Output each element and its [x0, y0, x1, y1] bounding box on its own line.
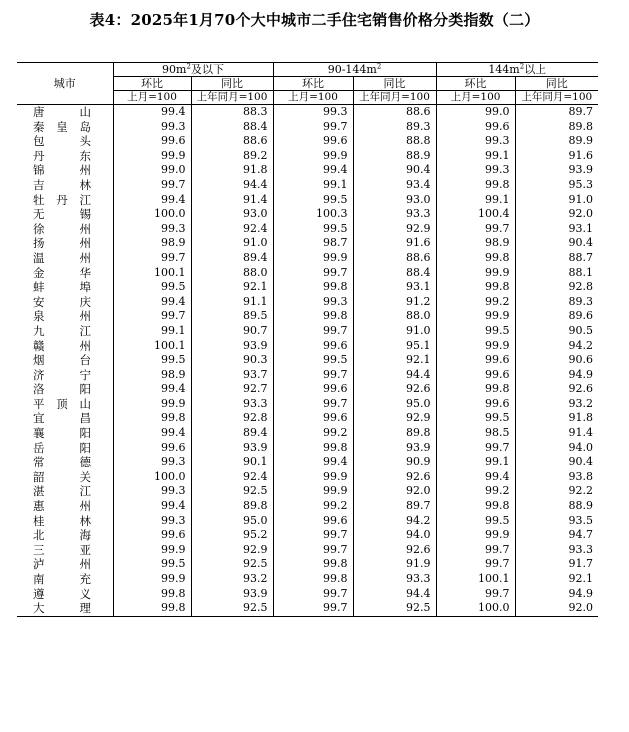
value-cell: 99.2 — [273, 499, 353, 514]
table-row — [17, 499, 598, 514]
value-cell: 93.0 — [191, 207, 273, 222]
value-cell: 93.7 — [191, 368, 273, 383]
value-cell: 99.8 — [273, 557, 353, 572]
value-cell: 92.0 — [568, 207, 594, 221]
value-cell: 93.8 — [568, 469, 594, 483]
value-cell: 99.1 — [436, 149, 515, 164]
value-cell: 99.8 — [273, 572, 353, 587]
value-cell: 99.6 — [113, 134, 191, 149]
value-cell: 99.7 — [273, 528, 353, 543]
value-cell: 95.3 — [568, 177, 594, 191]
yoy-header: 同比 — [353, 77, 436, 91]
value-cell: 99.9 — [436, 339, 515, 354]
value-cell: 99.5 — [113, 353, 191, 368]
value-cell: 99.1 — [436, 455, 515, 470]
city-cell: 安庆 — [17, 295, 113, 310]
value-cell: 92.1 — [353, 353, 436, 368]
value-cell: 99.7 — [113, 178, 191, 193]
value-cell: 89.2 — [191, 149, 273, 164]
value-cell: 99.3 — [113, 484, 191, 499]
value-cell: 99.5 — [436, 324, 515, 339]
value-cell: 91.1 — [191, 295, 273, 310]
city-cell: 济宁 — [17, 368, 113, 383]
value-cell: 99.9 — [273, 470, 353, 485]
value-cell: 91.2 — [353, 295, 436, 310]
value-cell: 99.8 — [273, 441, 353, 456]
city-cell: 赣州 — [17, 339, 113, 354]
value-cell: 88.6 — [191, 134, 273, 149]
mom-header: 环比 — [436, 77, 515, 91]
value-cell: 92.4 — [191, 222, 273, 237]
table-row — [17, 353, 598, 368]
city-cell: 蚌埠 — [17, 280, 113, 295]
value-cell: 92.9 — [353, 411, 436, 426]
city-cell: 九江 — [17, 324, 113, 339]
value-cell: 99.7 — [273, 324, 353, 339]
value-cell: 99.6 — [273, 382, 353, 397]
value-cell: 99.4 — [436, 470, 515, 485]
value-cell: 99.4 — [113, 426, 191, 441]
city-cell: 襄阳 — [17, 426, 113, 441]
mom-base-header: 上月=100 — [273, 91, 353, 105]
city-cell: 包头 — [17, 134, 113, 149]
value-cell: 93.3 — [191, 397, 273, 412]
mom-header: 环比 — [273, 77, 353, 91]
table-row — [17, 178, 598, 193]
value-cell: 99.8 — [273, 309, 353, 324]
value-cell: 99.8 — [436, 280, 515, 295]
value-cell: 99.7 — [113, 309, 191, 324]
value-cell: 93.0 — [353, 193, 436, 208]
value-cell: 88.9 — [568, 499, 594, 513]
value-cell: 88.8 — [353, 134, 436, 149]
value-cell: 99.3 — [273, 295, 353, 310]
table-row — [17, 368, 598, 383]
value-cell: 98.7 — [273, 236, 353, 251]
table-row — [17, 266, 598, 281]
value-cell: 98.9 — [436, 236, 515, 251]
table-row — [17, 120, 598, 135]
value-cell: 99.1 — [273, 178, 353, 193]
city-cell: 洛阳 — [17, 382, 113, 397]
value-cell: 89.8 — [191, 499, 273, 514]
value-cell: 99.5 — [113, 280, 191, 295]
value-cell: 95.0 — [353, 397, 436, 412]
city-cell: 惠州 — [17, 499, 113, 514]
value-cell: 88.9 — [353, 149, 436, 164]
value-cell: 88.6 — [353, 105, 436, 120]
table-row — [17, 528, 598, 543]
value-cell: 93.1 — [568, 221, 594, 235]
city-cell: 宜昌 — [17, 411, 113, 426]
group-header-small: $90m^2$及以下 — [113, 63, 273, 77]
value-cell: 99.6 — [273, 339, 353, 354]
value-cell: 99.4 — [273, 455, 353, 470]
table-row — [17, 470, 598, 485]
value-cell: 89.8 — [353, 426, 436, 441]
value-cell: 90.7 — [191, 324, 273, 339]
value-cell: 89.6 — [568, 309, 594, 323]
value-cell: 88.0 — [191, 266, 273, 281]
value-cell: 99.9 — [436, 309, 515, 324]
city-cell: 金华 — [17, 266, 113, 281]
value-cell: 99.6 — [436, 397, 515, 412]
value-cell: 99.6 — [436, 368, 515, 383]
value-cell: 100.3 — [273, 207, 353, 222]
value-cell: 93.3 — [353, 572, 436, 587]
value-cell: 94.9 — [568, 586, 594, 600]
value-cell: 90.5 — [568, 323, 594, 337]
table-row — [17, 207, 598, 222]
value-cell: 98.9 — [113, 368, 191, 383]
value-cell: 98.9 — [113, 236, 191, 251]
value-cell: 93.4 — [353, 178, 436, 193]
value-cell: 99.7 — [273, 266, 353, 281]
value-cell: 88.1 — [568, 265, 594, 279]
city-cell: 无锡 — [17, 207, 113, 222]
table-row — [17, 339, 598, 354]
value-cell: 99.6 — [436, 120, 515, 135]
value-cell: 92.6 — [353, 543, 436, 558]
value-cell: 99.8 — [436, 499, 515, 514]
value-cell: 99.9 — [273, 149, 353, 164]
value-cell: 93.3 — [353, 207, 436, 222]
value-cell: 99.0 — [436, 105, 515, 120]
value-cell: 99.9 — [113, 149, 191, 164]
value-cell: 94.2 — [353, 514, 436, 529]
value-cell: 100.0 — [113, 470, 191, 485]
value-cell: 99.7 — [436, 557, 515, 572]
table-row — [17, 236, 598, 251]
table-row — [17, 397, 598, 412]
value-cell: 93.9 — [353, 441, 436, 456]
value-cell: 94.4 — [353, 587, 436, 602]
value-cell: 99.7 — [273, 587, 353, 602]
value-cell: 99.4 — [113, 382, 191, 397]
table-row — [17, 426, 598, 441]
value-cell: 94.0 — [353, 528, 436, 543]
value-cell: 89.9 — [568, 134, 594, 148]
value-cell: 99.5 — [113, 557, 191, 572]
value-cell: 88.4 — [353, 266, 436, 281]
value-cell: 92.6 — [353, 470, 436, 485]
value-cell: 92.8 — [568, 280, 594, 294]
value-cell: 99.8 — [113, 601, 191, 616]
city-cell: 徐州 — [17, 222, 113, 237]
table-row — [17, 441, 598, 456]
value-cell: 99.7 — [273, 601, 353, 616]
value-cell: 90.1 — [191, 455, 273, 470]
table-row — [17, 163, 598, 178]
value-cell: 99.2 — [436, 295, 515, 310]
value-cell: 94.9 — [568, 367, 594, 381]
table-row — [17, 149, 598, 164]
value-cell: 92.6 — [353, 382, 436, 397]
value-cell: 99.8 — [113, 587, 191, 602]
city-cell: 岳阳 — [17, 441, 113, 456]
value-cell: 92.1 — [568, 572, 594, 585]
value-cell: 90.9 — [353, 455, 436, 470]
value-cell: 92.4 — [191, 470, 273, 485]
table-row — [17, 222, 598, 237]
value-cell: 99.4 — [113, 193, 191, 208]
value-cell: 91.8 — [568, 411, 594, 425]
value-cell: 90.3 — [191, 353, 273, 368]
value-cell: 99.8 — [436, 251, 515, 266]
table-row — [17, 514, 598, 529]
mom-header: 环比 — [113, 77, 191, 91]
value-cell: 94.4 — [353, 368, 436, 383]
value-cell: 92.9 — [353, 222, 436, 237]
value-cell: 99.6 — [273, 411, 353, 426]
value-cell: 89.7 — [568, 105, 594, 118]
city-cell: 泸州 — [17, 557, 113, 572]
city-cell: 秦皇岛 — [17, 120, 113, 135]
city-cell: 桂林 — [17, 514, 113, 529]
city-cell: 遵义 — [17, 587, 113, 602]
city-cell: 丹东 — [17, 149, 113, 164]
table-row — [17, 309, 598, 324]
value-cell: 90.4 — [568, 455, 594, 469]
value-cell: 100.0 — [436, 601, 515, 616]
value-cell: 99.3 — [113, 455, 191, 470]
value-cell: 88.3 — [191, 105, 273, 120]
table-row — [17, 251, 598, 266]
yoy-base-header: 上年同月=100 — [515, 91, 598, 105]
value-cell: 88.7 — [568, 250, 594, 264]
value-cell: 92.8 — [191, 411, 273, 426]
value-cell: 89.3 — [568, 294, 594, 308]
value-cell: 99.9 — [436, 528, 515, 543]
city-cell: 常德 — [17, 455, 113, 470]
value-cell: 99.5 — [436, 514, 515, 529]
value-cell: 95.1 — [353, 339, 436, 354]
value-cell: 99.2 — [273, 426, 353, 441]
value-cell: 99.3 — [436, 134, 515, 149]
value-cell: 95.2 — [191, 528, 273, 543]
value-cell: 90.4 — [353, 163, 436, 178]
value-cell: 99.8 — [436, 178, 515, 193]
value-cell: 92.2 — [568, 484, 594, 498]
mom-base-header: 上月=100 — [113, 91, 191, 105]
city-cell: 扬州 — [17, 236, 113, 251]
value-cell: 99.5 — [273, 353, 353, 368]
city-cell: 三亚 — [17, 543, 113, 558]
value-cell: 99.3 — [113, 120, 191, 135]
value-cell: 99.7 — [273, 397, 353, 412]
table-row — [17, 134, 598, 149]
value-cell: 92.5 — [353, 601, 436, 616]
value-cell: 99.7 — [273, 368, 353, 383]
value-cell: 93.9 — [191, 339, 273, 354]
value-cell: 100.1 — [436, 572, 515, 587]
value-cell: 91.0 — [191, 236, 273, 251]
value-cell: 91.4 — [568, 426, 594, 440]
value-cell: 93.2 — [191, 572, 273, 587]
value-cell: 91.6 — [353, 236, 436, 251]
value-cell: 99.5 — [273, 193, 353, 208]
city-cell: 北海 — [17, 528, 113, 543]
group-header-medium: $90-144m^2$ — [273, 63, 436, 77]
value-cell: 90.4 — [568, 236, 594, 250]
mom-base-header: 上月=100 — [436, 91, 515, 105]
value-cell: 99.7 — [436, 587, 515, 602]
value-cell: 92.5 — [191, 557, 273, 572]
value-cell: 99.3 — [436, 163, 515, 178]
value-cell: 99.6 — [273, 134, 353, 149]
value-cell: 99.9 — [273, 251, 353, 266]
table-row — [17, 382, 598, 397]
value-cell: 93.2 — [568, 396, 594, 410]
value-cell: 94.2 — [568, 338, 594, 352]
table-row — [17, 484, 598, 499]
table-row — [17, 455, 598, 470]
city-cell: 烟台 — [17, 353, 113, 368]
value-cell: 99.2 — [436, 484, 515, 499]
value-cell: 89.4 — [191, 251, 273, 266]
value-cell: 99.5 — [436, 411, 515, 426]
table-row — [17, 557, 598, 572]
value-cell: 99.9 — [113, 572, 191, 587]
value-cell: 99.7 — [436, 441, 515, 456]
value-cell: 93.9 — [191, 587, 273, 602]
value-cell: 92.7 — [191, 382, 273, 397]
table-row — [17, 411, 598, 426]
value-cell: 91.0 — [568, 192, 594, 206]
value-cell: 93.3 — [568, 542, 594, 556]
yoy-base-header: 上年同月=100 — [191, 91, 273, 105]
group-header-large: $144m^2$以上 — [436, 63, 598, 77]
table-row — [17, 295, 598, 310]
value-cell: 99.6 — [113, 528, 191, 543]
value-cell: 99.1 — [113, 324, 191, 339]
value-cell: 92.5 — [191, 484, 273, 499]
value-cell: 91.7 — [568, 557, 594, 571]
value-cell: 99.9 — [273, 484, 353, 499]
table-row — [17, 587, 598, 602]
value-cell: 92.0 — [353, 484, 436, 499]
table-row — [17, 601, 598, 616]
value-cell: 92.6 — [568, 382, 594, 396]
value-cell: 92.9 — [191, 543, 273, 558]
value-cell: 94.7 — [568, 528, 594, 542]
value-cell: 89.3 — [353, 120, 436, 135]
value-cell: 99.6 — [436, 353, 515, 368]
table-row — [17, 193, 598, 208]
value-cell: 91.4 — [191, 193, 273, 208]
city-cell: 南充 — [17, 572, 113, 587]
city-cell: 韶关 — [17, 470, 113, 485]
value-cell: 100.0 — [113, 207, 191, 222]
value-cell: 100.1 — [113, 266, 191, 281]
value-cell: 88.4 — [191, 120, 273, 135]
city-cell: 湛江 — [17, 484, 113, 499]
city-cell: 温州 — [17, 251, 113, 266]
value-cell: 89.5 — [191, 309, 273, 324]
value-cell: 94.0 — [568, 440, 594, 454]
value-cell: 92.5 — [191, 601, 273, 616]
value-cell: 99.8 — [113, 411, 191, 426]
city-cell: 锦州 — [17, 163, 113, 178]
value-cell: 88.0 — [353, 309, 436, 324]
value-cell: 99.1 — [436, 193, 515, 208]
value-cell: 92.1 — [191, 280, 273, 295]
value-cell: 93.1 — [353, 280, 436, 295]
table-row — [17, 324, 598, 339]
value-cell: 99.7 — [436, 543, 515, 558]
value-cell: 99.3 — [113, 514, 191, 529]
value-cell: 99.4 — [113, 105, 191, 120]
table-row — [17, 572, 598, 587]
value-cell: 99.6 — [113, 441, 191, 456]
value-cell: 91.6 — [568, 148, 594, 162]
value-cell: 99.0 — [113, 163, 191, 178]
value-cell: 99.3 — [113, 222, 191, 237]
value-cell: 99.9 — [113, 543, 191, 558]
value-cell: 99.6 — [273, 514, 353, 529]
value-cell: 99.9 — [113, 397, 191, 412]
value-cell: 99.7 — [436, 222, 515, 237]
value-cell: 100.1 — [113, 339, 191, 354]
value-cell: 99.3 — [273, 105, 353, 120]
table-body — [17, 105, 598, 617]
city-cell: 牡丹江 — [17, 193, 113, 208]
value-cell: 99.8 — [436, 382, 515, 397]
value-cell: 95.0 — [191, 514, 273, 529]
city-cell: 大理 — [17, 601, 113, 616]
value-cell: 91.0 — [353, 324, 436, 339]
value-cell: 99.9 — [436, 266, 515, 281]
value-cell: 98.5 — [436, 426, 515, 441]
value-cell: 90.6 — [568, 353, 594, 367]
value-cell: 89.7 — [353, 499, 436, 514]
value-cell: 99.4 — [113, 499, 191, 514]
city-cell: 吉林 — [17, 178, 113, 193]
table-row — [17, 105, 598, 120]
value-cell: 91.9 — [353, 557, 436, 572]
value-cell: 99.4 — [273, 163, 353, 178]
city-header: 城市 — [17, 63, 113, 105]
value-cell: 100.4 — [436, 207, 515, 222]
value-cell: 93.9 — [568, 163, 594, 177]
yoy-header: 同比 — [515, 77, 598, 91]
value-cell: 99.7 — [113, 251, 191, 266]
city-cell: 唐山 — [17, 105, 113, 120]
yoy-base-header: 上年同月=100 — [353, 91, 436, 105]
table-title: 表4：2025年1月70个大中城市二手住宅销售价格分类指数（二） — [89, 11, 540, 29]
value-cell: 99.7 — [273, 543, 353, 558]
value-cell: 99.5 — [273, 222, 353, 237]
value-cell: 91.8 — [191, 163, 273, 178]
value-cell: 99.8 — [273, 280, 353, 295]
value-cell: 93.9 — [191, 441, 273, 456]
value-cell: 93.5 — [568, 513, 594, 527]
yoy-header: 同比 — [191, 77, 273, 91]
value-cell: 99.4 — [113, 295, 191, 310]
value-cell: 94.4 — [191, 178, 273, 193]
value-cell: 89.4 — [191, 426, 273, 441]
value-cell: 89.8 — [568, 119, 594, 133]
price-index-table — [17, 62, 598, 617]
value-cell: 92.0 — [515, 601, 598, 616]
city-cell: 泉州 — [17, 309, 113, 324]
value-cell: 99.7 — [273, 120, 353, 135]
value-cell: 88.6 — [353, 251, 436, 266]
table-row — [17, 280, 598, 295]
table-row — [17, 543, 598, 558]
city-cell: 平顶山 — [17, 397, 113, 412]
